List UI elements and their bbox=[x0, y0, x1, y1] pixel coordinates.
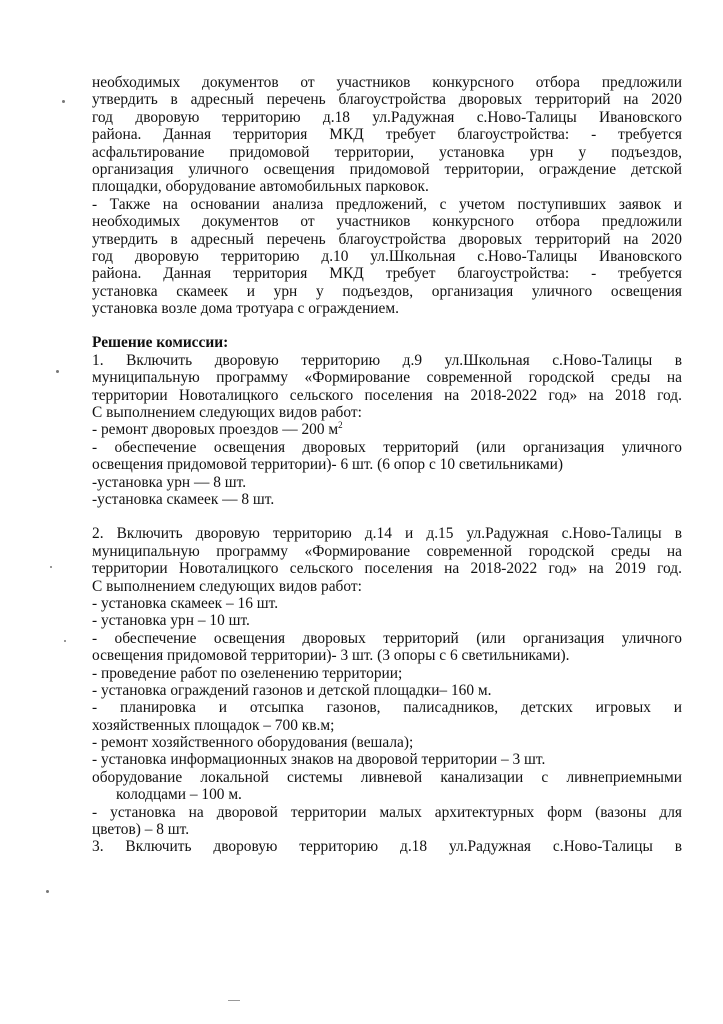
work-item bbox=[92, 421, 682, 438]
text-line: территории Новоталицкого сельского поселения на 2018-2022 год» на 2018 год. bbox=[92, 386, 682, 404]
text-line: утвердить в адресный перечень благоустройства дворовых территорий на 2020 bbox=[92, 230, 682, 248]
work-item: колодцами – 100 м. bbox=[116, 786, 242, 804]
text-line: муниципальную программу «Формирование современной городской среды на bbox=[92, 542, 682, 560]
scan-line bbox=[228, 1000, 240, 1001]
unit-superscript: 2 bbox=[338, 420, 343, 431]
text-line: год дворовую территорию д.10 ул.Школьная с.Ново-Талицы Ивановского bbox=[92, 247, 682, 265]
work-item: - обеспечение освещения дворовых территорий (или организация уличного bbox=[92, 629, 682, 647]
work-item: - планировка и отсыпка газонов, палисадников, детских игровых и bbox=[92, 699, 682, 717]
text-line: установка возле дома тротуара с ограждением. bbox=[92, 300, 399, 318]
work-item: - проведение работ по озеленению территории; bbox=[92, 664, 403, 682]
text-line: - Также на основании анализа предложений, с учетом поступивших заявок и bbox=[92, 195, 682, 213]
text-line: 3. Включить дворовую территорию д.18 ул.Радужная с.Ново-Талицы в bbox=[92, 838, 682, 856]
text-line: асфальтирование придомовой территории, установка урн у подъездов, bbox=[92, 143, 682, 161]
text-line: организация уличного освещения придомовой территории, ограждение детской bbox=[92, 160, 682, 178]
decision-item-2 bbox=[92, 525, 682, 838]
paragraph-b bbox=[92, 196, 682, 318]
scan-speck bbox=[64, 640, 66, 642]
decision-heading: Решение комиссии: bbox=[92, 334, 229, 352]
scan-speck bbox=[46, 890, 49, 893]
text-line: необходимых документов от участников конкурсного отбора предложили bbox=[92, 213, 682, 231]
work-item: - установка на дворовой территории малых архитектурных форм (вазоны для bbox=[92, 803, 682, 821]
text-line: района. Данная территория МКД требует благоустройства: - требуется bbox=[92, 265, 682, 283]
text-line: площадки, оборудование автомобильных парковок. bbox=[92, 178, 429, 196]
work-item: оборудование локальной системы ливневой канализации с ливнеприемными bbox=[92, 768, 682, 786]
decision-item-3 bbox=[92, 838, 682, 855]
text-line: территории Новоталицкого сельского поселения на 2018-2022 год» на 2019 год. bbox=[92, 560, 682, 578]
text-line: установка скамеек и урн у подъездов, организация уличного освещения bbox=[92, 282, 682, 300]
work-item: -установка урн — 8 шт. bbox=[92, 473, 247, 491]
scan-speck bbox=[50, 566, 52, 568]
work-item: - установка информационных знаков на дворовой территории – 3 шт. bbox=[92, 751, 546, 769]
text-line: год дворовую территорию д.18 ул.Радужная с.Ново-Талицы Ивановского bbox=[92, 108, 682, 126]
scan-speck bbox=[62, 100, 65, 103]
text-line: освещения придомовой территории)- 6 шт. (6 опор с 10 светильниками) bbox=[92, 456, 564, 474]
work-text: - ремонт дворовых проездов — 200 м bbox=[92, 421, 339, 439]
work-item: - установка скамеек – 16 шт. bbox=[92, 594, 279, 612]
document-body bbox=[92, 74, 682, 856]
text-line: района. Данная территория МКД требует благоустройства: - требуется bbox=[92, 126, 682, 144]
text-line: - обеспечение освещения дворовых территорий (или организация уличного bbox=[92, 438, 682, 456]
work-item: - установка урн – 10 шт. bbox=[92, 612, 250, 630]
paragraph-a bbox=[92, 74, 682, 196]
text-line: С выполнением следующих видов работ: bbox=[92, 404, 362, 422]
work-item: - установка ограждений газонов и детской площадки– 160 м. bbox=[92, 681, 492, 699]
text-line: С выполнением следующих видов работ: bbox=[92, 577, 362, 595]
text-line: необходимых документов от участников конкурсного отбора предложили bbox=[92, 74, 682, 91]
scan-speck bbox=[56, 370, 59, 373]
work-item: -установка скамеек — 8 шт. bbox=[92, 490, 275, 508]
text-line: муниципальную программу «Формирование современной городской среды на bbox=[92, 369, 682, 387]
work-item: цветов) – 8 шт. bbox=[92, 821, 190, 839]
decision-item-1 bbox=[92, 352, 682, 509]
text-line: 1. Включить дворовую территорию д.9 ул.Школьная с.Ново-Талицы в bbox=[92, 351, 682, 369]
work-item: освещения придомовой территории)- 3 шт. (3 опоры с 6 светильниками). bbox=[92, 647, 570, 665]
work-item: хозяйственных площадок – 700 кв.м; bbox=[92, 716, 335, 734]
text-line: утвердить в адресный перечень благоустройства дворовых территорий на 2020 bbox=[92, 91, 682, 109]
text-line: 2. Включить дворовую территорию д.14 и д.15 ул.Радужная с.Ново-Талицы в bbox=[92, 525, 682, 543]
work-item: - ремонт хозяйственного оборудования (вешала); bbox=[92, 734, 414, 752]
